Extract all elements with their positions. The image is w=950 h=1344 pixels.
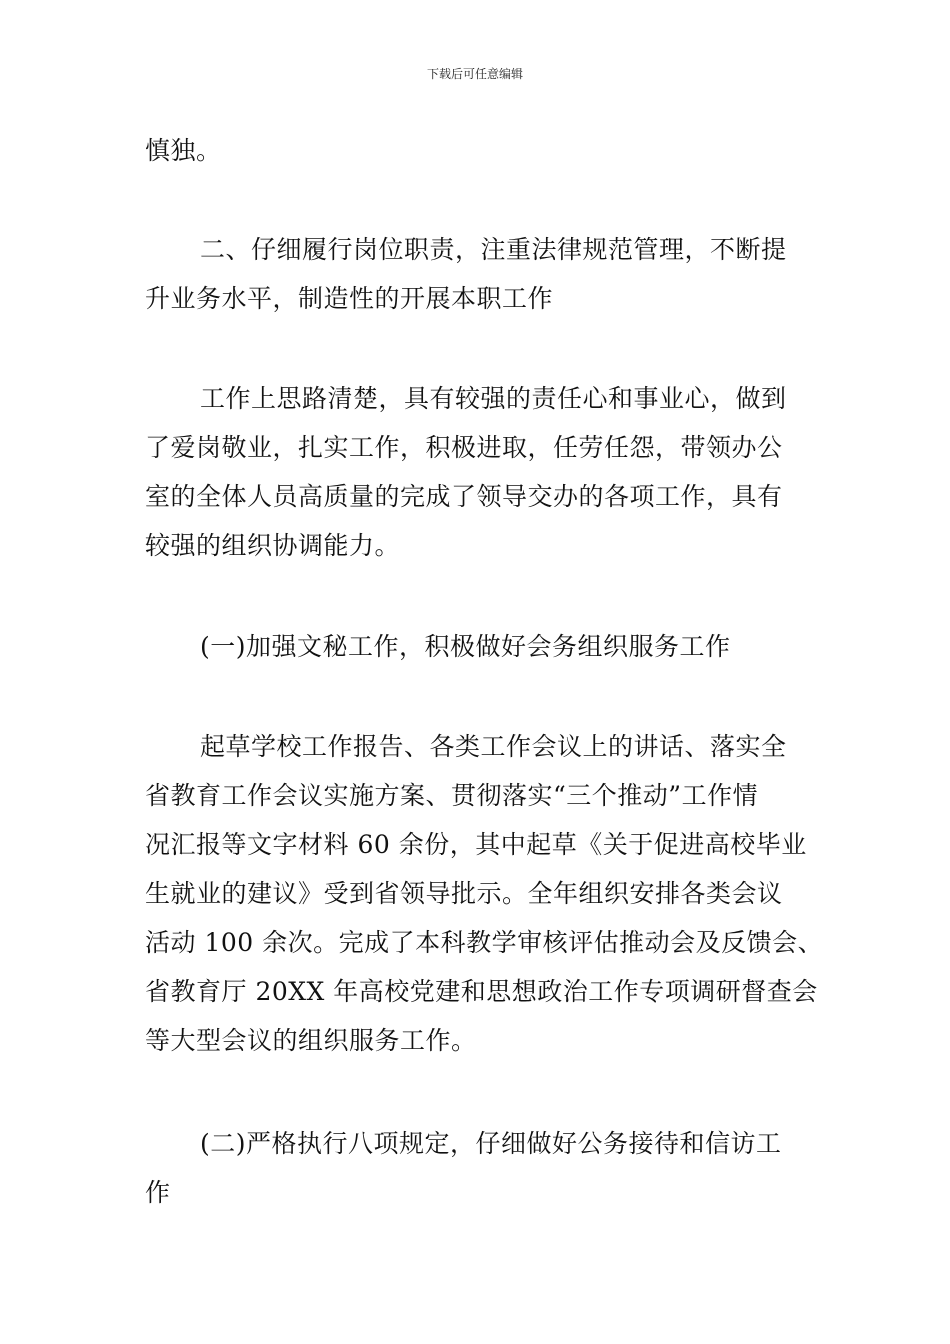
- text-line: 二、仔细履行岗位职责，注重法律规范管理，不断提: [200, 235, 787, 264]
- page-header: 下载后可任意编辑: [426, 67, 523, 81]
- text-line: 室的全体人员高质量的完成了领导交办的各项工作，具有: [145, 482, 783, 511]
- subsection-heading: [145, 1119, 813, 1217]
- text-line: (一)加强文秘工作，积极做好会务组织服务工作: [200, 632, 731, 661]
- text-line: (二)严格执行八项规定，仔细做好公务接待和信访工: [200, 1129, 782, 1158]
- text-line: 工作上思路清楚，具有较强的责任心和事业心，做到: [200, 384, 787, 413]
- text-line: 况汇报等文字材料 60 余份，其中起草《关于促进高校毕业: [145, 830, 807, 859]
- subsection-heading: [145, 622, 813, 671]
- text-line: 省教育工作会议实施方案、贯彻落实“三个推动”工作情: [145, 781, 759, 810]
- text-line: 作: [145, 1178, 171, 1207]
- text-line: 生就业的建议》受到省领导批示。全年组织安排各类会议: [145, 879, 783, 908]
- text-line: 活动 100 余次。完成了本科教学审核评估推动会及反馈会、: [145, 928, 824, 957]
- text-line: 较强的组织协调能力。: [145, 531, 401, 560]
- text-line: 了爱岗敬业，扎实工作，积极进取，任劳任怨，带领办公: [145, 433, 783, 462]
- section-heading: [145, 225, 813, 323]
- body-paragraph: [145, 722, 824, 1065]
- text-line: 升业务水平，制造性的开展本职工作: [145, 284, 554, 313]
- text-line: 慎独。: [145, 136, 222, 165]
- text-line: 起草学校工作报告、各类工作会议上的讲话、落实全: [200, 732, 787, 761]
- body-paragraph: [145, 374, 813, 570]
- paragraph-continuation: [145, 126, 813, 175]
- text-line: 省教育厅 20XX 年高校党建和思想政治工作专项调研督查会: [145, 977, 818, 1006]
- text-line: 等大型会议的组织服务工作。: [145, 1026, 477, 1055]
